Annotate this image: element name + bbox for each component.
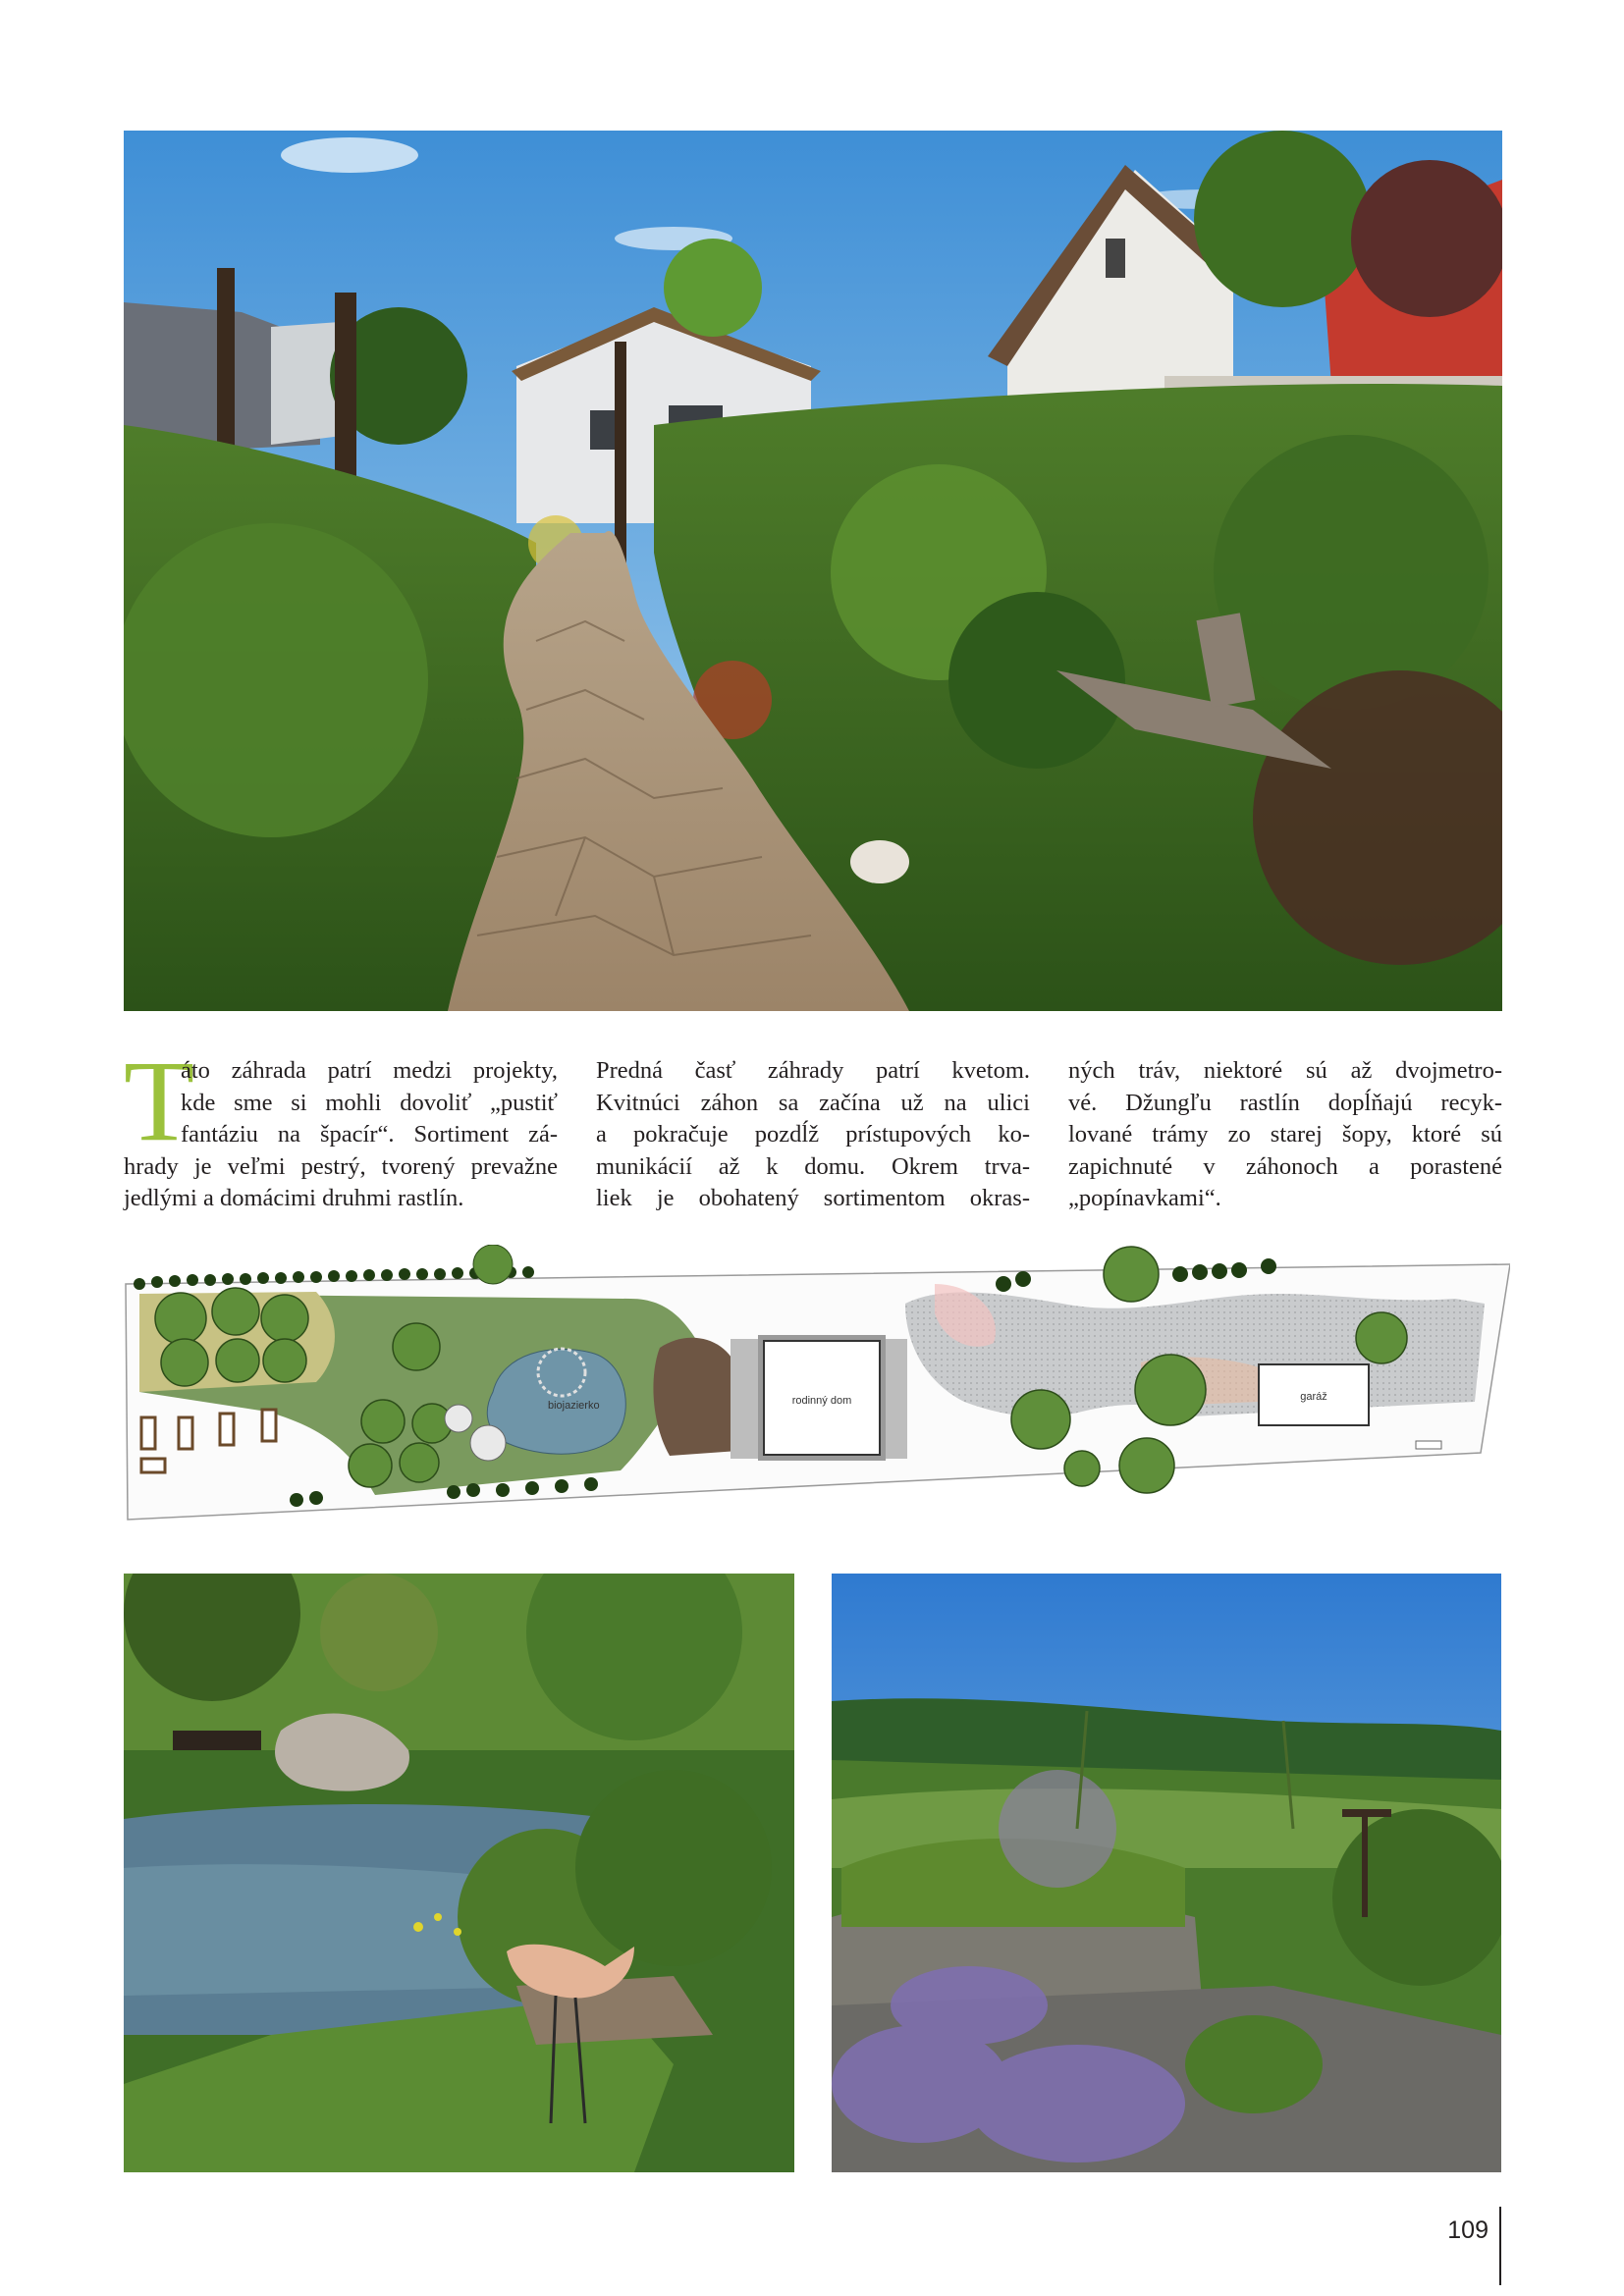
house-label: rodinný dom xyxy=(791,1395,852,1407)
text-line: hrady je veľmi pestrý, tvorený prevažne xyxy=(124,1152,558,1180)
text-line: lované trámy zo starej šopy, ktoré sú xyxy=(1068,1121,1502,1148)
text-line: „popínavkami“. xyxy=(1068,1185,1221,1212)
lavender-garden-photo xyxy=(832,1574,1501,2172)
text-line: a pokračuje pozdĺž prístupových ko- xyxy=(596,1121,1030,1148)
text-line: jedlými a domácimi druhmi rastlín. xyxy=(124,1185,464,1212)
article-column-3 xyxy=(1068,1055,1502,1215)
garden-path-photo xyxy=(124,131,1502,1011)
text-line: fantáziu na špacír“. Sortiment zá- xyxy=(181,1121,558,1148)
text-line: zapichnuté v záhonoch a porastené xyxy=(1068,1152,1502,1180)
article-column-2 xyxy=(596,1055,1030,1215)
text-line: kde sme si mohli dovoliť „pustiť xyxy=(181,1089,558,1116)
article-column-1 xyxy=(124,1055,558,1215)
page-number: 109 xyxy=(1447,2216,1489,2244)
text-line: Predná časť záhrady patrí kvetom. xyxy=(596,1057,1030,1084)
text-line: Kvitnúci záhon sa začína už na ulici xyxy=(596,1089,1030,1116)
text-line: liek je obohatený sortimentom okras- xyxy=(596,1185,1030,1212)
drop-cap: T xyxy=(124,1037,195,1165)
pond-label: biojazierko xyxy=(548,1400,600,1412)
text-line: ných tráv, niektoré sú až dvojmetro- xyxy=(1068,1057,1502,1084)
text-line: vé. Džungľu rastlín dopĺňajú recyk- xyxy=(1068,1089,1502,1116)
text-line: munikácií až k domu. Okrem trva- xyxy=(596,1152,1030,1180)
garden-plan xyxy=(120,1245,1510,1529)
text-line: áto záhrada patrí medzi projekty, xyxy=(181,1057,558,1084)
garage-label: garáž xyxy=(1300,1391,1327,1403)
page-number-rule xyxy=(1499,2207,1501,2285)
pond-photo xyxy=(124,1574,794,2172)
